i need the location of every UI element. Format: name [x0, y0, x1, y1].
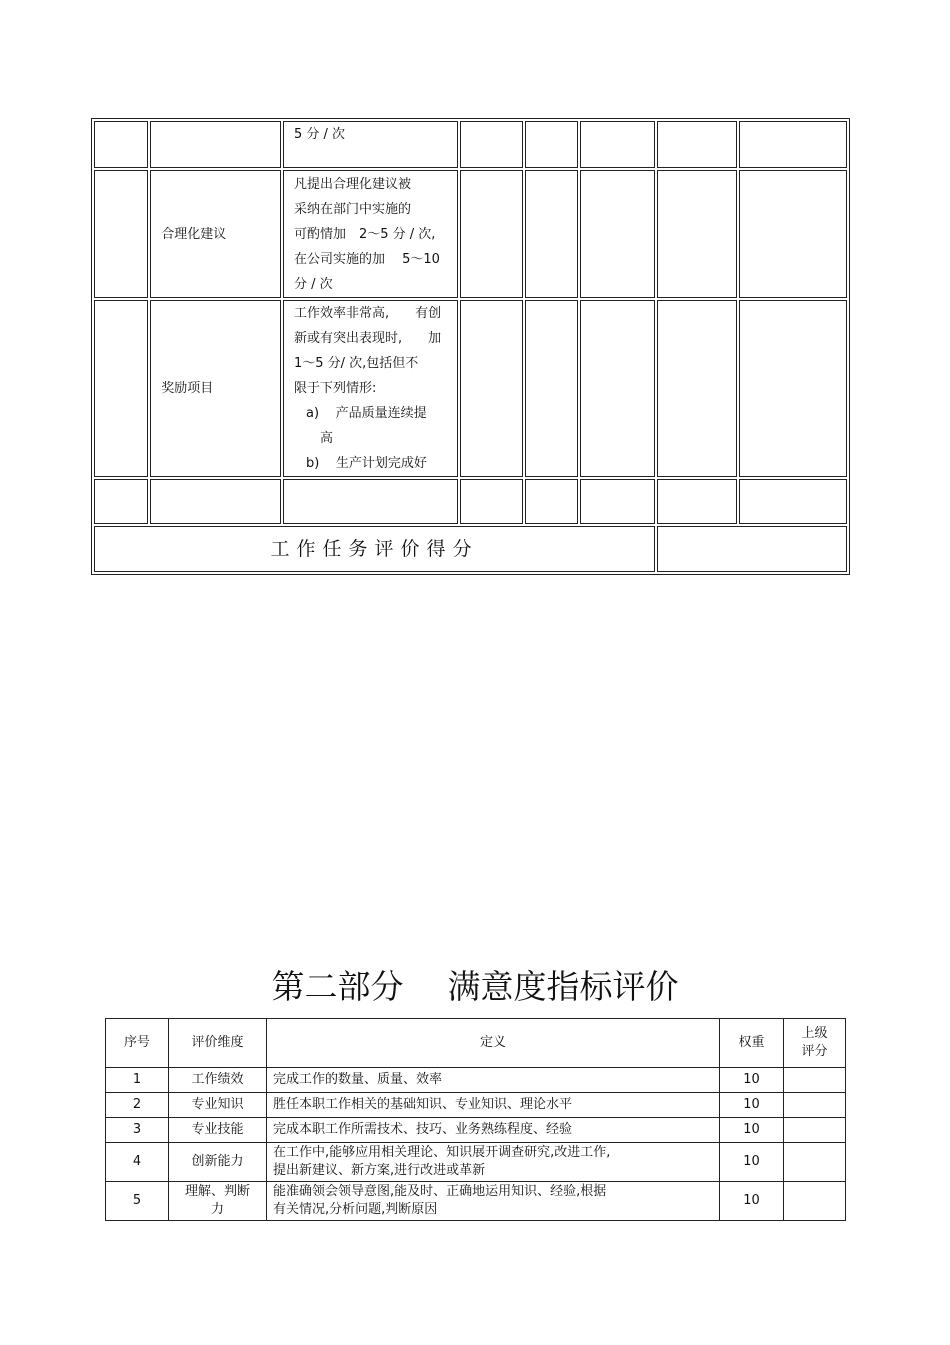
table-row — [94, 170, 847, 298]
header-score — [784, 1019, 846, 1068]
table-cell — [525, 170, 577, 298]
table-cell — [657, 170, 737, 298]
header-weight: 权重 — [720, 1019, 784, 1068]
row-score — [784, 1182, 846, 1221]
table-cell — [94, 300, 148, 477]
row-dimension: 专业技能 — [169, 1118, 267, 1143]
desc-line: 新或有突出表现时, 加 — [293, 331, 442, 346]
desc-line: 采纳在部门中实施的 — [293, 202, 411, 217]
satisfaction-table — [105, 1018, 846, 1221]
row-weight: 10 — [720, 1118, 784, 1143]
table-cell — [739, 121, 847, 168]
row-no: 1 — [106, 1068, 169, 1093]
row-dimension: 创新能力 — [169, 1143, 267, 1182]
item-name: 合理化建议 — [161, 226, 227, 242]
row-weight: 10 — [720, 1143, 784, 1182]
row-dimension — [169, 1182, 267, 1221]
row-score — [784, 1068, 846, 1093]
row-no: 2 — [106, 1093, 169, 1118]
item-name-cell — [150, 300, 281, 477]
table-cell — [525, 300, 577, 477]
row-definition — [267, 1182, 720, 1221]
table-cell — [150, 479, 281, 524]
definition-line: 有关情况,分析问题,判断原因 — [273, 1202, 438, 1217]
sub-item-continuation: 高 — [319, 431, 333, 446]
row-definition: 完成工作的数量、质量、效率 — [267, 1068, 720, 1093]
desc-line: 限于下列情形: — [293, 381, 377, 396]
item-desc-cell — [283, 121, 458, 168]
header-dimension: 评价维度 — [169, 1019, 267, 1068]
header-no: 序号 — [106, 1019, 169, 1068]
item-desc-cell — [283, 170, 458, 298]
table-cell — [94, 479, 148, 524]
table-cell — [460, 300, 523, 477]
row-weight: 10 — [720, 1068, 784, 1093]
table-row — [106, 1118, 846, 1143]
header-definition: 定义 — [267, 1019, 720, 1068]
table-cell — [739, 479, 847, 524]
item-name: 奖励项目 — [161, 381, 214, 396]
item-name-cell — [150, 121, 281, 168]
sub-item-text: 产品质量连续提 — [335, 406, 427, 421]
table-cell — [739, 300, 847, 477]
table-cell — [94, 170, 148, 298]
total-score-label: 工作任务评价得分 — [94, 526, 655, 572]
row-score — [784, 1143, 846, 1182]
section-title — [0, 964, 950, 1010]
definition-line: 能准确领会领导意图,能及时、正确地运用知识、经验,根据 — [273, 1184, 607, 1199]
row-definition: 胜任本职工作相关的基础知识、专业知识、理论水平 — [267, 1093, 720, 1118]
row-weight: 10 — [720, 1182, 784, 1221]
row-weight: 10 — [720, 1093, 784, 1118]
table-cell — [580, 170, 655, 298]
row-no: 4 — [106, 1143, 169, 1182]
table-row — [106, 1068, 846, 1093]
table-row — [94, 479, 847, 524]
table-cell — [580, 121, 655, 168]
header-score-line: 评分 — [801, 1044, 828, 1059]
definition-line: 提出新建议、新方案,进行改进或革新 — [273, 1163, 486, 1178]
total-score-value — [657, 526, 847, 572]
section-title-text: 满意度指标评价 — [447, 967, 679, 1006]
table-cell — [657, 300, 737, 477]
item-desc-cell — [283, 300, 458, 477]
desc-line: 在公司实施的加 5～10 — [293, 252, 440, 267]
sub-item-text: 生产计划完成好 — [335, 456, 427, 471]
desc-line: 1～5 分/ 次,包括但不 — [293, 356, 419, 371]
dimension-line: 力 — [210, 1202, 224, 1217]
table-cell — [657, 479, 737, 524]
row-dimension: 工作绩效 — [169, 1068, 267, 1093]
total-row — [94, 526, 847, 572]
table-header-row — [106, 1019, 846, 1068]
desc-line: 分 / 次 — [293, 277, 333, 292]
task-evaluation-table — [91, 118, 850, 575]
desc-line: 可酌情加 2～5 分 / 次, — [293, 227, 436, 242]
table-cell — [525, 479, 577, 524]
table-row — [94, 121, 847, 168]
table-cell — [460, 121, 523, 168]
sub-item — [294, 451, 451, 476]
row-no: 5 — [106, 1182, 169, 1221]
table-row — [106, 1093, 846, 1118]
table-cell — [94, 121, 148, 168]
table-row — [106, 1182, 846, 1221]
table-cell — [525, 121, 577, 168]
item-name-cell — [150, 170, 281, 298]
dimension-line: 理解、判断 — [184, 1184, 250, 1199]
table-cell — [657, 121, 737, 168]
table-cell — [580, 300, 655, 477]
desc-line: 5 分 / 次 — [293, 127, 346, 142]
table-cell — [283, 479, 458, 524]
table-cell — [739, 170, 847, 298]
row-score — [784, 1118, 846, 1143]
row-score — [784, 1093, 846, 1118]
sub-item-marker: b) — [305, 456, 320, 471]
row-no: 3 — [106, 1118, 169, 1143]
table-row — [106, 1143, 846, 1182]
row-definition — [267, 1143, 720, 1182]
table-row — [94, 300, 847, 477]
table-cell — [460, 170, 523, 298]
sub-item-marker: a) — [305, 406, 320, 421]
desc-line: 凡提出合理化建议被 — [293, 177, 411, 192]
row-dimension: 专业知识 — [169, 1093, 267, 1118]
table-cell — [460, 479, 523, 524]
section-part-label: 第二部分 — [271, 967, 404, 1006]
table-cell — [580, 479, 655, 524]
row-definition: 完成本职工作所需技术、技巧、业务熟练程度、经验 — [267, 1118, 720, 1143]
definition-line: 在工作中,能够应用相关理论、知识展开调查研究,改进工作, — [273, 1145, 611, 1160]
header-score-line: 上级 — [801, 1026, 828, 1041]
sub-item — [294, 401, 451, 426]
desc-line: 工作效率非常高, 有创 — [293, 306, 442, 321]
